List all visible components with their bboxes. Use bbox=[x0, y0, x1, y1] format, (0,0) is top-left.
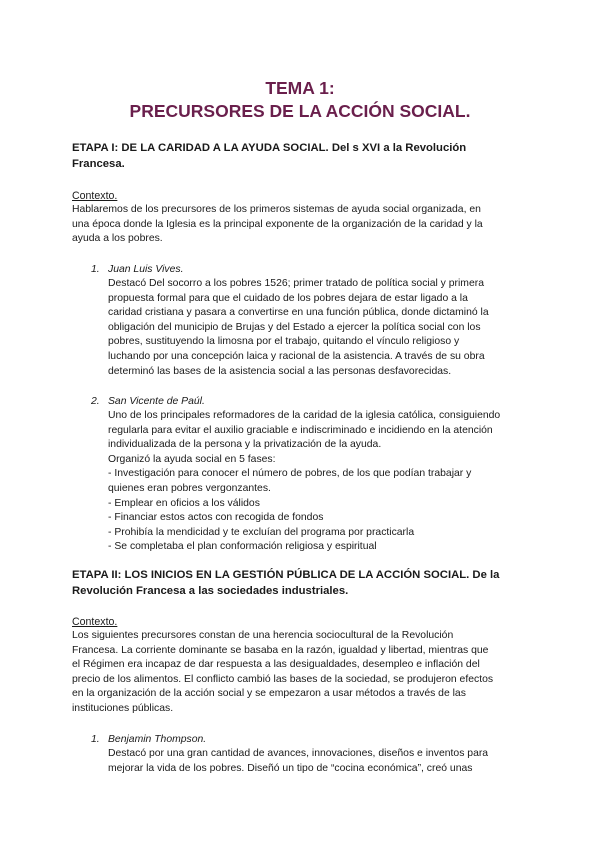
etapa1-heading-line1: ETAPA I: DE LA CARIDAD A LA AYUDA SOCIAL. Del s XVI a la Revolución bbox=[72, 142, 467, 154]
bullet-line: - Prohibía la mendicidad y te excluían del programa por practicarla bbox=[108, 526, 415, 538]
etapa2-heading bbox=[72, 568, 532, 599]
etapa2-context-paragraph bbox=[72, 629, 532, 716]
bullet-line: - Emplear en oficios a los válidos bbox=[108, 497, 260, 509]
document-title-line1: TEMA 1: bbox=[265, 78, 335, 98]
paragraph-line: instituciones públicas. bbox=[72, 702, 174, 714]
etapa2-context-label: Contexto. bbox=[72, 616, 118, 628]
paragraph-line: Organizó la ayuda social en 5 fases: bbox=[108, 453, 276, 465]
list-item-number: 2. bbox=[91, 396, 100, 407]
list-item-body bbox=[108, 747, 528, 776]
list-item-body bbox=[108, 277, 528, 379]
list-item-body bbox=[108, 409, 528, 555]
list-item-number: 1. bbox=[91, 734, 100, 745]
list-item-name: Benjamin Thompson. bbox=[108, 734, 207, 745]
list-item-number: 1. bbox=[91, 264, 100, 275]
bullet-line: - Financiar estos actos con recogida de fondos bbox=[108, 512, 324, 524]
etapa2-heading-line2: Revolución Francesa a las sociedades industriales. bbox=[72, 584, 349, 597]
etapa2-heading-line1: ETAPA II: LOS INICIOS EN LA GESTIÓN PÚBLICA DE LA ACCIÓN SOCIAL. De la bbox=[72, 569, 500, 581]
bullet-line: - Investigación para conocer el número de pobres, de los que podían trabajar y bbox=[108, 468, 472, 480]
etapa1-heading bbox=[72, 141, 532, 172]
paragraph-line: Francesa. La corriente dominante se basaba en la razón, igualdad y libertad, mientras que bbox=[72, 644, 489, 656]
paragraph-line: individualizada de la persona y la privatización de la ayuda. bbox=[108, 439, 382, 451]
bullet-line: - Se completaba el plan conformación religiosa y espiritual bbox=[108, 541, 377, 553]
paragraph-line: Destacó Del socorro a los pobres 1526; primer tratado de política social y primera bbox=[108, 278, 484, 289]
etapa1-context-paragraph bbox=[72, 203, 532, 247]
paragraph-line: regularla para evitar el auxilio graciable e indiscriminado e incidiendo en la atención bbox=[108, 424, 493, 436]
paragraph-line: Destacó por una gran cantidad de avances, innovaciones, diseños e inventos para bbox=[108, 748, 489, 759]
paragraph-line: ayuda a los pobres. bbox=[72, 233, 163, 244]
bullet-line: quienes eran pobres vergonzantes. bbox=[108, 482, 271, 494]
paragraph-line: una época donde la Iglesia es la principal exponente de la organización de la caridad y la bbox=[72, 218, 483, 230]
paragraph-line: el Régimen era incapaz de dar respuesta a las desigualdades, desempleo e inflación del bbox=[72, 659, 480, 670]
list-item-name: San Vicente de Paúl. bbox=[108, 396, 205, 407]
paragraph-line: pobres, sustituyendo la limosna por el trabajo, quitando el vínculo religioso y bbox=[108, 336, 460, 348]
paragraph-line: propuesta formal para que el cuidado de los pobres dejara de estar ligado a la bbox=[108, 292, 468, 304]
paragraph-line: mejorar la vida de los pobres. Diseñó un tipo de “cocina económica”, creó unas bbox=[108, 762, 473, 774]
paragraph-line: caridad cristiana y pasara a convertirse en una función pública, donde dictaminó la bbox=[108, 307, 489, 319]
etapa1-heading-line2: Francesa. bbox=[72, 157, 125, 170]
etapa1-context-label: Contexto. bbox=[72, 190, 118, 202]
paragraph-line: luchando por una concepción laica y racional de la asistencia. A través de su obra bbox=[108, 350, 485, 362]
document-title-line2: PRECURSORES DE LA ACCIÓN SOCIAL. bbox=[129, 101, 471, 121]
paragraph-line: Los siguientes precursores constan de una herencia sociocultural de la Revolución bbox=[72, 630, 454, 641]
paragraph-line: Hablaremos de los precursores de los primeros sistemas de ayuda social organizada, en bbox=[72, 204, 481, 215]
paragraph-line: obligación del municipio de Brujas y del Estado a ejercer la política social con los bbox=[108, 321, 481, 333]
list-item-name: Juan Luis Vives. bbox=[108, 264, 184, 275]
paragraph-line: determinó las bases de la asistencia social a las personas desfavorecidas. bbox=[108, 365, 452, 377]
paragraph-line: Uno de los principales reformadores de la caridad de la iglesia católica, consiguiendo bbox=[108, 410, 501, 421]
paragraph-line: en la organización de la acción social y se empezaron a usar métodos a través de las bbox=[72, 688, 466, 699]
paragraph-line: precio de los alimentos. El conflicto cambió las bases de la sociedad, se produjeron efectos bbox=[72, 673, 494, 685]
